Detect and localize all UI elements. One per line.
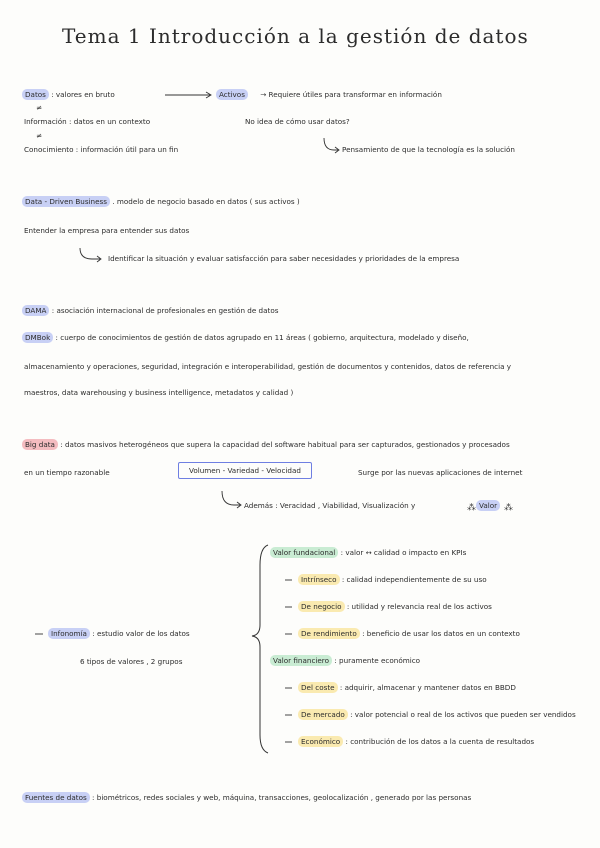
svg-text:⁂: ⁂	[504, 503, 513, 513]
svg-text:⁂: ⁂	[467, 503, 476, 513]
fuentes-label: Fuentes de datos	[22, 792, 90, 803]
infonomia-line	[48, 630, 190, 637]
bigdata-def: : datos masivos heterogéneos que supera la capacidad del software habitual para ser capturados, gestionados y procesados	[60, 440, 510, 449]
valor-financiero-label: Valor financiero	[270, 655, 332, 666]
ddb-line1: Entender la empresa para entender sus datos	[24, 226, 190, 235]
fund-item-rendimiento	[298, 630, 520, 637]
dmbok-line	[22, 334, 469, 341]
fund-item-def: : utilidad y relevancia real de los activos	[346, 602, 492, 611]
fund-item-negocio	[298, 603, 492, 610]
fuentes-line	[22, 794, 471, 801]
ddb-line	[22, 198, 300, 205]
valor-fundacional-label: Valor fundacional	[270, 547, 338, 558]
bigdata-label: Big data	[22, 439, 58, 450]
fin-item-def: : adquirir, almacenar y mantener datos en BBDD	[339, 683, 516, 692]
informacion-text: Información : datos en un contexto	[24, 117, 151, 126]
bigdata-line2: en un tiempo razonable	[24, 468, 110, 477]
valor-fundacional-def: : valor ↔ calidad o impacto en KPIs	[340, 548, 467, 557]
answer-text: Pensamiento de que la tecnología es la solución	[342, 145, 515, 154]
fin-item-mercado	[298, 711, 576, 718]
fund-item-intrinseco	[298, 576, 487, 583]
valor-label: Valor	[476, 500, 500, 511]
infonomia-label: Infonomía	[48, 628, 90, 639]
ademas-text: Además : Veracidad , Viabilidad, Visualización y	[244, 501, 416, 510]
valor-fundacional-line	[270, 549, 466, 556]
bigdata-line	[22, 441, 510, 448]
fund-item-def: : beneficio de usar los datos en un contexto	[362, 629, 520, 638]
infonomia-def: : estudio valor de los datos	[92, 629, 190, 638]
activos-def: → Requiere útiles para transformar en información	[260, 90, 442, 99]
fin-item-def: : valor potencial o real de los activos que pueden ser vendidos	[350, 710, 576, 719]
dmbok-label: DMBok	[22, 332, 53, 343]
activos-label: Activos	[216, 89, 248, 100]
ddb-line2: Identificar la situación y evaluar satisfacción para saber necesidades y prioridades de la empresa	[108, 254, 460, 263]
dmbok-def: : cuerpo de conocimientos de gestión de datos agrupado en 11 áreas ( gobierno, arquitectura, modelado y diseño,	[55, 333, 469, 342]
vvv-box: Volumen - Variedad - Velocidad	[178, 462, 312, 479]
ddb-label: Data - Driven Business	[22, 196, 110, 207]
dmbok-line2: almacenamiento y operaciones, seguridad, integración e interoperabilidad, gestión de documentos y contenidos, datos de referencia y	[24, 362, 512, 371]
datos-def: : valores en bruto	[51, 90, 115, 99]
surge-text: Surge por las nuevas aplicaciones de internet	[358, 468, 523, 477]
fin-item-economico	[298, 738, 534, 745]
fuentes-def: : biométricos, redes sociales y web, máquina, transacciones, geolocalización , generado por las personas	[92, 793, 472, 802]
fund-item-def: : calidad independientemente de su uso	[341, 575, 487, 584]
datos-label: Datos	[22, 89, 49, 100]
not-equal-sign-1: ≠	[36, 103, 43, 112]
question-text: No idea de cómo usar datos?	[245, 117, 350, 126]
datos-line	[22, 91, 115, 98]
valor-financiero-line	[270, 657, 420, 664]
dama-line	[22, 307, 278, 314]
fin-item-coste	[298, 684, 516, 691]
dama-def: : asociación internacional de profesionales en gestión de datos	[51, 306, 279, 315]
fin-item-label: Económico	[298, 736, 343, 747]
fund-item-label: De negocio	[298, 601, 345, 612]
not-equal-sign-2: ≠	[36, 131, 43, 140]
fund-item-label: Intrínseco	[298, 574, 340, 585]
dama-label: DAMA	[22, 305, 49, 316]
page-title: Tema 1 Introducción a la gestión de datos	[62, 24, 529, 48]
valor-financiero-def: : puramente económico	[334, 656, 421, 665]
dmbok-line3: maestros, data warehousing y business intelligence, metadatos y calidad )	[24, 388, 294, 397]
fin-item-label: De mercado	[298, 709, 348, 720]
fund-item-label: De rendimiento	[298, 628, 360, 639]
conocimiento-text: Conocimiento : información útil para un fin	[24, 145, 179, 154]
fin-item-label: Del coste	[298, 682, 338, 693]
valor-line	[476, 502, 500, 509]
ddb-def: . modelo de negocio basado en datos ( sus activos )	[112, 197, 300, 206]
activos-line	[216, 91, 442, 98]
tipos-text: 6 tipos de valores , 2 grupos	[80, 657, 183, 666]
fin-item-def: : contribución de los datos a la cuenta de resultados	[345, 737, 535, 746]
